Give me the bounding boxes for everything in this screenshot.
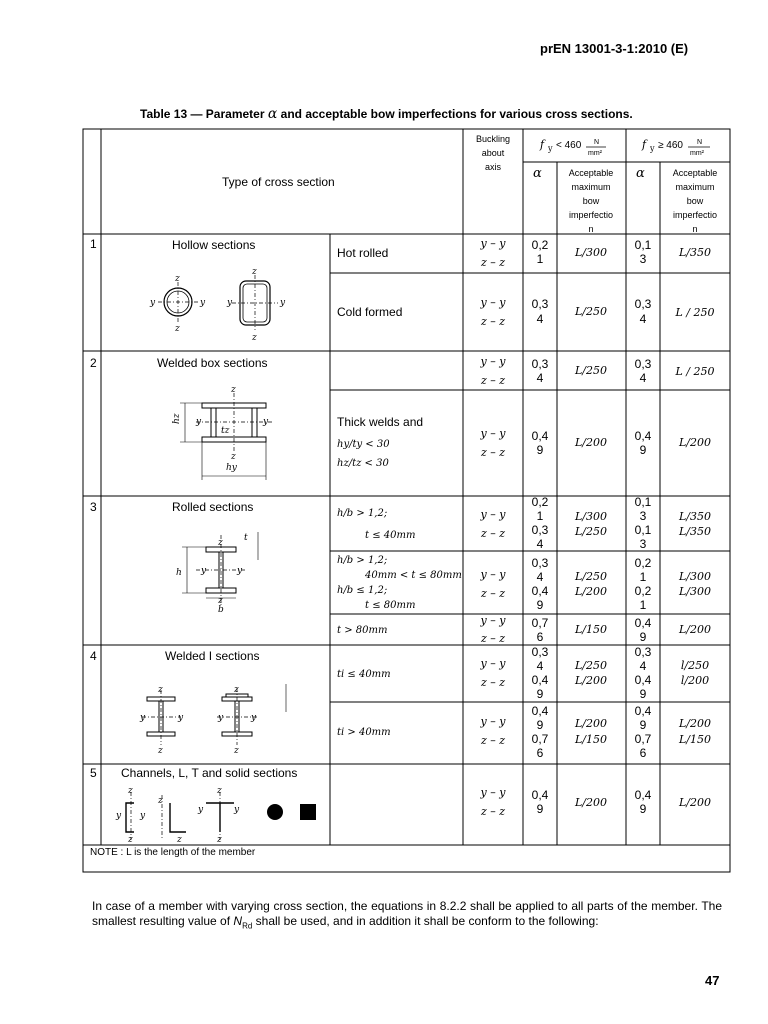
header-acceptable-2a: maximum	[571, 182, 611, 192]
svg-text:z: z	[158, 796, 163, 806]
axis-zz-r4a: z – z	[480, 676, 506, 689]
r1b-a2-1: 4	[639, 312, 647, 326]
r5-a2-1: 9	[639, 802, 647, 816]
solid-round-icon	[267, 804, 283, 820]
r3c-a2-1: 9	[639, 630, 647, 644]
r4a-b2-0: l/250	[680, 659, 710, 672]
cond-rolled-b2: 40mm < t ≤ 80mm	[365, 570, 462, 581]
r2a-a2-1: 4	[639, 371, 647, 385]
cond-welded-b: ti > 40mm	[337, 727, 391, 738]
r4a-b1-1: L/200	[574, 674, 608, 687]
svg-text:z: z	[175, 324, 180, 334]
r1b-a2-0: 0,3	[634, 297, 652, 311]
svg-text:t: t	[244, 533, 248, 543]
header-fy-low-f: f	[540, 138, 545, 151]
axis-zz-r3c: z – z	[480, 632, 506, 645]
r4b-b1-1: L/150	[574, 733, 608, 746]
svg-text:z: z	[231, 385, 236, 395]
r4b-a1-0: 0,4	[531, 704, 549, 718]
svg-text:tz: tz	[221, 426, 230, 436]
svg-text:z: z	[158, 685, 163, 695]
r4b-a1-2: 0,7	[531, 732, 549, 746]
svg-text:z: z	[177, 835, 182, 845]
axis-yy-r2a: y – y	[480, 355, 506, 368]
r3a-a2-2: 0,1	[634, 523, 652, 537]
cond-rolled-a2: t ≤ 40mm	[365, 530, 416, 541]
r1a-a2-0: 0,1	[634, 238, 652, 252]
r3b-b1-1: L/200	[574, 585, 608, 598]
r3a-a1-1: 1	[536, 509, 544, 523]
r2a-a1-0: 0,3	[531, 357, 549, 371]
row-3-no: 3	[90, 500, 97, 514]
row-4-title: Welded I sections	[165, 649, 260, 663]
header-acceptable-3a: bow	[582, 196, 600, 206]
r3c-a1-1: 6	[536, 630, 544, 644]
header-acceptable-4b: imperfectio	[672, 210, 718, 220]
r4b-a2-1: 9	[639, 718, 647, 732]
cond-rolled-c: t > 80mm	[337, 625, 388, 636]
r1b-b2: L / 250	[675, 306, 715, 319]
axis-yy-r3a: y – y	[480, 508, 506, 521]
axis-yy-r4a: y – y	[480, 657, 506, 670]
r3b-a2-0: 0,2	[634, 556, 652, 570]
cond-rolled-a1: h/b > 1,2;	[337, 508, 388, 519]
r3b-a2-1: 1	[639, 570, 647, 584]
header-acceptable-2b: maximum	[675, 182, 715, 192]
r3b-b2-1: L/300	[678, 585, 712, 598]
row-5-title: Channels, L, T and solid sections	[121, 766, 298, 780]
r1b-b1: L/250	[574, 305, 608, 318]
caption-pre: Table 13 — Parameter	[140, 107, 268, 121]
caption-post: and acceptable bow imperfections for various cross sections.	[277, 107, 633, 121]
header-fy-high-rel: ≥ 460	[658, 140, 683, 151]
axis-yy-r5: y – y	[480, 786, 506, 799]
row-4-no: 4	[90, 649, 97, 663]
r3b-a1-3: 9	[536, 598, 544, 612]
r4a-a2-0: 0,3	[634, 645, 652, 659]
header-fy-low-sub: y	[548, 144, 553, 153]
axis-zz-r1a: z – z	[480, 256, 506, 269]
r4b-a2-3: 6	[639, 746, 647, 760]
header-acceptable-1b: Acceptable	[672, 168, 718, 178]
r1b-a1-1: 4	[536, 312, 544, 326]
header-alpha-a: α	[533, 166, 542, 181]
r3a-a1-2: 0,3	[531, 523, 549, 537]
r3a-b1-1: L/250	[574, 525, 608, 538]
header-unit-num-b: N	[697, 139, 703, 146]
body-part1: In case of a member with varying cross section, the equations in 8.2.2 shall be applied to all parts of the member. The smallest resulting value of	[92, 899, 722, 928]
r2a-b1: L/250	[574, 364, 608, 377]
r4b-a2-2: 0,7	[634, 732, 652, 746]
row-5-no: 5	[90, 766, 97, 780]
r4b-b2-0: L/200	[678, 717, 712, 730]
svg-text:z: z	[218, 538, 223, 548]
axis-zz-r5: z – z	[480, 805, 506, 818]
svg-text:z: z	[234, 746, 239, 756]
r4a-b2-1: l/200	[680, 674, 710, 687]
r4a-a2-1: 4	[639, 659, 647, 673]
r4b-b2-1: L/150	[678, 733, 712, 746]
header-acceptable-4a: imperfectio	[568, 210, 614, 220]
cond-hot-rolled: Hot rolled	[337, 246, 389, 260]
svg-text:z: z	[252, 267, 257, 277]
r5-b1: L/200	[574, 796, 608, 809]
svg-text:y: y	[263, 417, 269, 427]
table-note: NOTE : L is the length of the member	[90, 847, 256, 858]
svg-text:y: y	[140, 713, 146, 723]
r4a-a1-2: 0,4	[531, 673, 549, 687]
solid-square-icon	[300, 804, 316, 820]
header-unit-den-b: mm²	[690, 150, 704, 157]
axis-zz-r3b: z – z	[480, 587, 506, 600]
svg-text:y: y	[150, 298, 156, 308]
r2a-a1-1: 4	[536, 371, 544, 385]
r3c-a2-0: 0,4	[634, 616, 652, 630]
r2b-a2-1: 9	[639, 443, 647, 457]
r5-a1-0: 0,4	[531, 788, 549, 802]
svg-text:y: y	[198, 805, 204, 815]
r3a-b1-0: L/300	[574, 510, 608, 523]
svg-text:y: y	[237, 566, 243, 576]
r5-a1-1: 9	[536, 802, 544, 816]
r4b-a1-3: 6	[536, 746, 544, 760]
r3a-a2-3: 3	[639, 537, 647, 551]
svg-text:y: y	[227, 298, 233, 308]
r3c-b2: L/200	[678, 623, 712, 636]
cond-rolled-b3: h/b ≤ 1,2;	[337, 585, 388, 596]
svg-text:y: y	[196, 417, 202, 427]
welded-i-section-diagram-1	[142, 690, 181, 745]
r3a-b2-0: L/350	[678, 510, 712, 523]
svg-text:z: z	[217, 786, 222, 796]
axis-yy-r3b: y – y	[480, 568, 506, 581]
r3c-b1: L/150	[574, 623, 608, 636]
r3b-a1-0: 0,3	[531, 556, 549, 570]
header-buckling-2: about	[481, 148, 505, 158]
axis-yy-r1a: y – y	[480, 237, 506, 250]
r3b-a1-2: 0,4	[531, 584, 549, 598]
svg-text:z: z	[217, 835, 222, 845]
svg-text:z: z	[158, 746, 163, 756]
svg-text:z: z	[234, 685, 239, 695]
r4b-a2-0: 0,4	[634, 704, 652, 718]
hollow-circle-section-diagram	[158, 282, 198, 322]
r3a-a1-0: 0,2	[531, 495, 549, 509]
page-number: 47	[705, 973, 720, 988]
body-part2: shall be used, and in addition it shall be conform to the following:	[252, 914, 599, 928]
svg-text:y: y	[178, 713, 184, 723]
header-acceptable-3b: bow	[686, 196, 704, 206]
r4a-b1-0: L/250	[574, 659, 608, 672]
svg-text:y: y	[234, 805, 240, 815]
r4a-a1-3: 9	[536, 687, 544, 701]
r3b-a2-3: 1	[639, 598, 647, 612]
r1a-a1-1: 1	[536, 252, 544, 266]
svg-text:y: y	[200, 298, 206, 308]
header-acceptable-1a: Acceptable	[568, 168, 614, 178]
header-buckling-3: axis	[484, 162, 502, 172]
cond-box-2: hz/tz < 30	[337, 458, 389, 469]
svg-text:y: y	[201, 566, 207, 576]
svg-text:y: y	[251, 713, 257, 723]
row-3-title: Rolled sections	[172, 500, 254, 514]
r3a-a2-1: 3	[639, 509, 647, 523]
header-acceptable-5b: n	[692, 224, 698, 234]
header-unit-num-a: N	[594, 139, 600, 146]
header-fy-low-rel: < 460	[556, 140, 582, 151]
r4a-a1-0: 0,3	[531, 645, 549, 659]
svg-text:hy: hy	[226, 463, 237, 473]
body-symbol: N	[233, 914, 243, 928]
axis-yy-r1b: y – y	[480, 296, 506, 309]
axis-zz-r4b: z – z	[480, 734, 506, 747]
svg-text:z: z	[231, 452, 236, 462]
axis-zz-r1b: z – z	[480, 315, 506, 328]
svg-text:y: y	[218, 713, 224, 723]
r2b-b2: L/200	[678, 436, 712, 449]
r4a-a1-1: 4	[536, 659, 544, 673]
cond-thick-welds: Thick welds and	[337, 415, 424, 429]
row-1-title: Hollow sections	[172, 238, 256, 252]
r4a-a2-3: 9	[639, 687, 647, 701]
r4b-b1-0: L/200	[574, 717, 608, 730]
r1a-b2: L/350	[678, 246, 712, 259]
r5-b2: L/200	[678, 796, 712, 809]
svg-text:h: h	[176, 568, 182, 578]
header-fy-high-sub: y	[650, 144, 655, 153]
axis-yy-r4b: y – y	[480, 715, 506, 728]
row-2-no: 2	[90, 356, 97, 370]
document-id: prEN 13001-3-1:2010 (E)	[540, 41, 689, 56]
r2b-a2-0: 0,4	[634, 429, 652, 443]
r2b-b1: L/200	[574, 436, 608, 449]
r2b-a1-1: 9	[536, 443, 544, 457]
row-2-title: Welded box sections	[157, 356, 268, 370]
cond-cold-formed: Cold formed	[337, 305, 403, 319]
header-fy-high-f: f	[642, 138, 647, 151]
axis-zz-r2a: z – z	[480, 374, 506, 387]
r1a-b1: L/300	[574, 246, 608, 259]
cond-rolled-b1: h/b > 1,2;	[337, 555, 388, 566]
svg-text:z: z	[218, 596, 223, 606]
header-acceptable-5a: n	[588, 224, 594, 234]
body-paragraph	[92, 899, 722, 933]
header-buckling-1: Buckling	[475, 134, 511, 144]
r1b-a1-0: 0,3	[531, 297, 549, 311]
r3a-a2-0: 0,1	[634, 495, 652, 509]
r4a-a2-2: 0,4	[634, 673, 652, 687]
r3b-b1-0: L/250	[574, 570, 608, 583]
r3a-a1-3: 4	[536, 537, 544, 551]
svg-text:z: z	[128, 786, 133, 796]
r3c-a1-0: 0,7	[531, 616, 549, 630]
r3b-a1-1: 4	[536, 570, 544, 584]
header-unit-den-a: mm²	[588, 150, 602, 157]
hollow-rect-section-diagram	[232, 275, 278, 330]
r4b-a1-1: 9	[536, 718, 544, 732]
cond-box-1: hy/ty < 30	[337, 439, 390, 450]
svg-text:hz: hz	[172, 413, 182, 424]
svg-text:y: y	[280, 298, 286, 308]
caption-alpha: α	[267, 106, 278, 122]
r5-a2-0: 0,4	[634, 788, 652, 802]
cond-rolled-b4: t ≤ 80mm	[365, 600, 416, 611]
header-alpha-b: α	[636, 166, 645, 181]
r3b-a2-2: 0,2	[634, 584, 652, 598]
svg-text:z: z	[252, 333, 257, 343]
r1a-a2-1: 3	[639, 252, 647, 266]
r2a-b2: L / 250	[675, 365, 715, 378]
r3a-b2-1: L/350	[678, 525, 712, 538]
svg-text:y: y	[116, 811, 122, 821]
axis-zz-r3a: z – z	[480, 527, 506, 540]
cond-welded-a: ti ≤ 40mm	[337, 669, 391, 680]
r2a-a2-0: 0,3	[634, 357, 652, 371]
r1a-a1-0: 0,2	[531, 238, 549, 252]
r3b-b2-0: L/300	[678, 570, 712, 583]
row-1-no: 1	[90, 237, 97, 251]
svg-text:b: b	[218, 605, 224, 615]
body-symbol-sub: Rd	[242, 921, 253, 931]
r2b-a1-0: 0,4	[531, 429, 549, 443]
axis-yy-r2b: y – y	[480, 427, 506, 440]
svg-text:z: z	[128, 835, 133, 845]
header-type-of-cross-section: Type of cross section	[222, 175, 335, 189]
axis-zz-r2b: z – z	[480, 446, 506, 459]
svg-text:y: y	[140, 811, 146, 821]
axis-yy-r3c: y – y	[480, 614, 506, 627]
svg-text:z: z	[175, 274, 180, 284]
